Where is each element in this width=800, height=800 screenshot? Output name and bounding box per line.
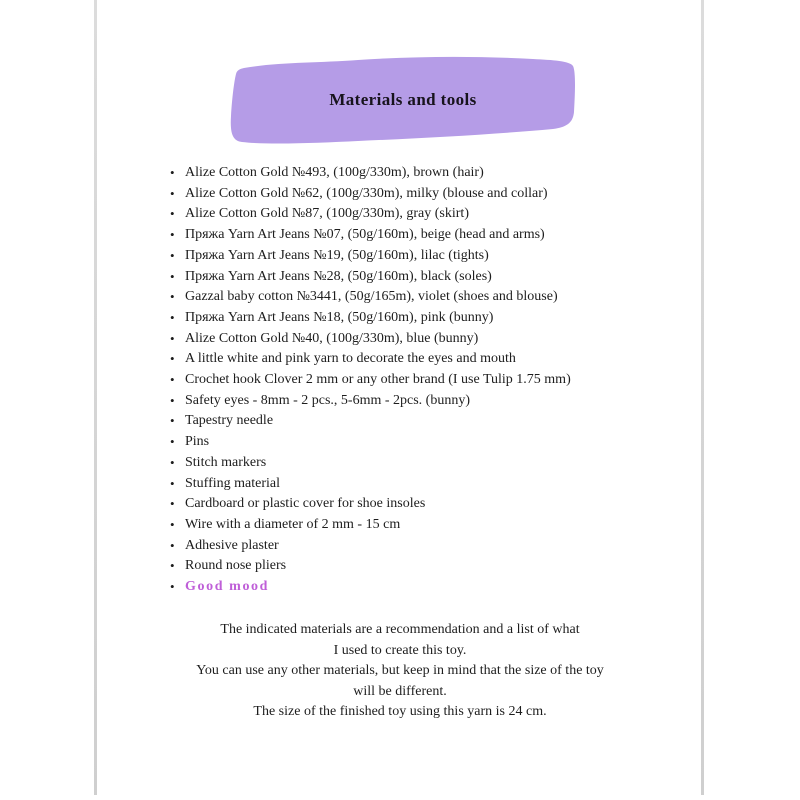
bullet-icon: • — [170, 558, 175, 574]
bullet-icon: • — [170, 413, 175, 429]
list-item — [170, 204, 690, 225]
list-item-text: Gazzal baby cotton №3441, (50g/165m), violet (shoes and blouse) — [185, 289, 558, 305]
page-right-edge — [701, 0, 704, 795]
bullet-icon: • — [170, 309, 175, 325]
list-item — [170, 536, 690, 557]
list-item-text: Пряжа Yarn Art Jeans №18, (50g/160m), pink (bunny) — [185, 309, 494, 325]
list-item — [170, 349, 690, 370]
bullet-icon: • — [170, 165, 175, 180]
list-item-text: A little white and pink yarn to decorate the eyes and mouth — [185, 351, 516, 367]
list-item — [170, 370, 690, 391]
list-item-text: Safety eyes - 8mm - 2 pcs., 5-6mm - 2pcs. (bunny) — [185, 392, 470, 408]
bullet-icon: • — [170, 289, 175, 305]
bullet-icon: • — [170, 351, 175, 367]
bullet-icon: • — [170, 392, 175, 408]
bullet-icon: • — [170, 537, 175, 553]
bullet-icon: • — [170, 579, 175, 595]
list-item — [170, 474, 690, 495]
list-item-text: Pins — [185, 434, 210, 450]
list-item — [170, 411, 690, 432]
list-item — [170, 246, 690, 267]
list-item-text: Wire with a diameter of 2 mm - 15 cm — [185, 516, 401, 532]
list-item-text: Alize Cotton Gold №87, (100g/330m), gray (skirt) — [185, 206, 469, 222]
list-item — [170, 453, 690, 474]
bullet-icon: • — [170, 247, 175, 263]
page-title: Materials and tools — [329, 90, 477, 109]
list-item — [170, 556, 690, 577]
list-item-text: Crochet hook Clover 2 mm or any other brand (I use Tulip 1.75 mm) — [185, 372, 571, 388]
bullet-icon: • — [170, 454, 175, 470]
note-line: will be different. — [353, 683, 447, 699]
list-item-text: Round nose pliers — [185, 558, 287, 574]
note-line: The size of the finished toy using this yarn is 24 cm. — [253, 704, 547, 720]
note-paragraph — [100, 620, 700, 723]
bullet-icon: • — [170, 372, 175, 388]
list-item — [170, 308, 690, 329]
list-item — [170, 287, 690, 308]
bullet-icon: • — [170, 330, 175, 346]
list-item — [170, 163, 690, 184]
bullet-icon: • — [170, 206, 175, 222]
bullet-icon: • — [170, 185, 175, 201]
list-item — [170, 267, 690, 288]
bullet-icon: • — [170, 496, 175, 512]
list-item-text: Stuffing material — [185, 475, 280, 491]
list-item-text: Cardboard or plastic cover for shoe insoles — [185, 496, 426, 512]
list-item — [170, 432, 690, 453]
note-line: You can use any other materials, but keep in mind that the size of the toy — [196, 663, 604, 679]
list-item — [170, 329, 690, 350]
bullet-icon: • — [170, 227, 175, 243]
note-line: I used to create this toy. — [333, 642, 467, 658]
list-item — [170, 184, 690, 205]
list-item-text: Пряжа Yarn Art Jeans №19, (50g/160m), lilac (tights) — [185, 247, 489, 263]
list-item-text: Stitch markers — [185, 454, 267, 470]
bullet-icon: • — [170, 516, 175, 532]
list-item-text: Tapestry needle — [185, 413, 274, 429]
list-item-text: Пряжа Yarn Art Jeans №07, (50g/160m), beige (head and arms) — [185, 227, 545, 243]
list-item-text: Alize Cotton Gold №62, (100g/330m), milky (blouse and collar) — [185, 185, 548, 201]
page-left-edge — [94, 0, 97, 795]
bullet-icon: • — [170, 434, 175, 450]
materials-list — [170, 163, 690, 598]
note-line: The indicated materials are a recommendation and a list of what — [220, 622, 580, 637]
bullet-icon: • — [170, 475, 175, 491]
list-item-text: Adhesive plaster — [185, 537, 279, 553]
bullet-icon: • — [170, 268, 175, 284]
list-item — [170, 515, 690, 536]
list-item-text: Пряжа Yarn Art Jeans №28, (50g/160m), black (soles) — [185, 268, 492, 284]
list-item — [170, 391, 690, 412]
list-item-text: Good mood — [185, 579, 270, 595]
list-item — [170, 494, 690, 515]
list-item — [170, 225, 690, 246]
list-item — [170, 577, 690, 598]
list-item-text: Alize Cotton Gold №493, (100g/330m), brown (hair) — [185, 165, 484, 180]
list-item-text: Alize Cotton Gold №40, (100g/330m), blue (bunny) — [185, 330, 479, 346]
section-header — [228, 54, 578, 146]
